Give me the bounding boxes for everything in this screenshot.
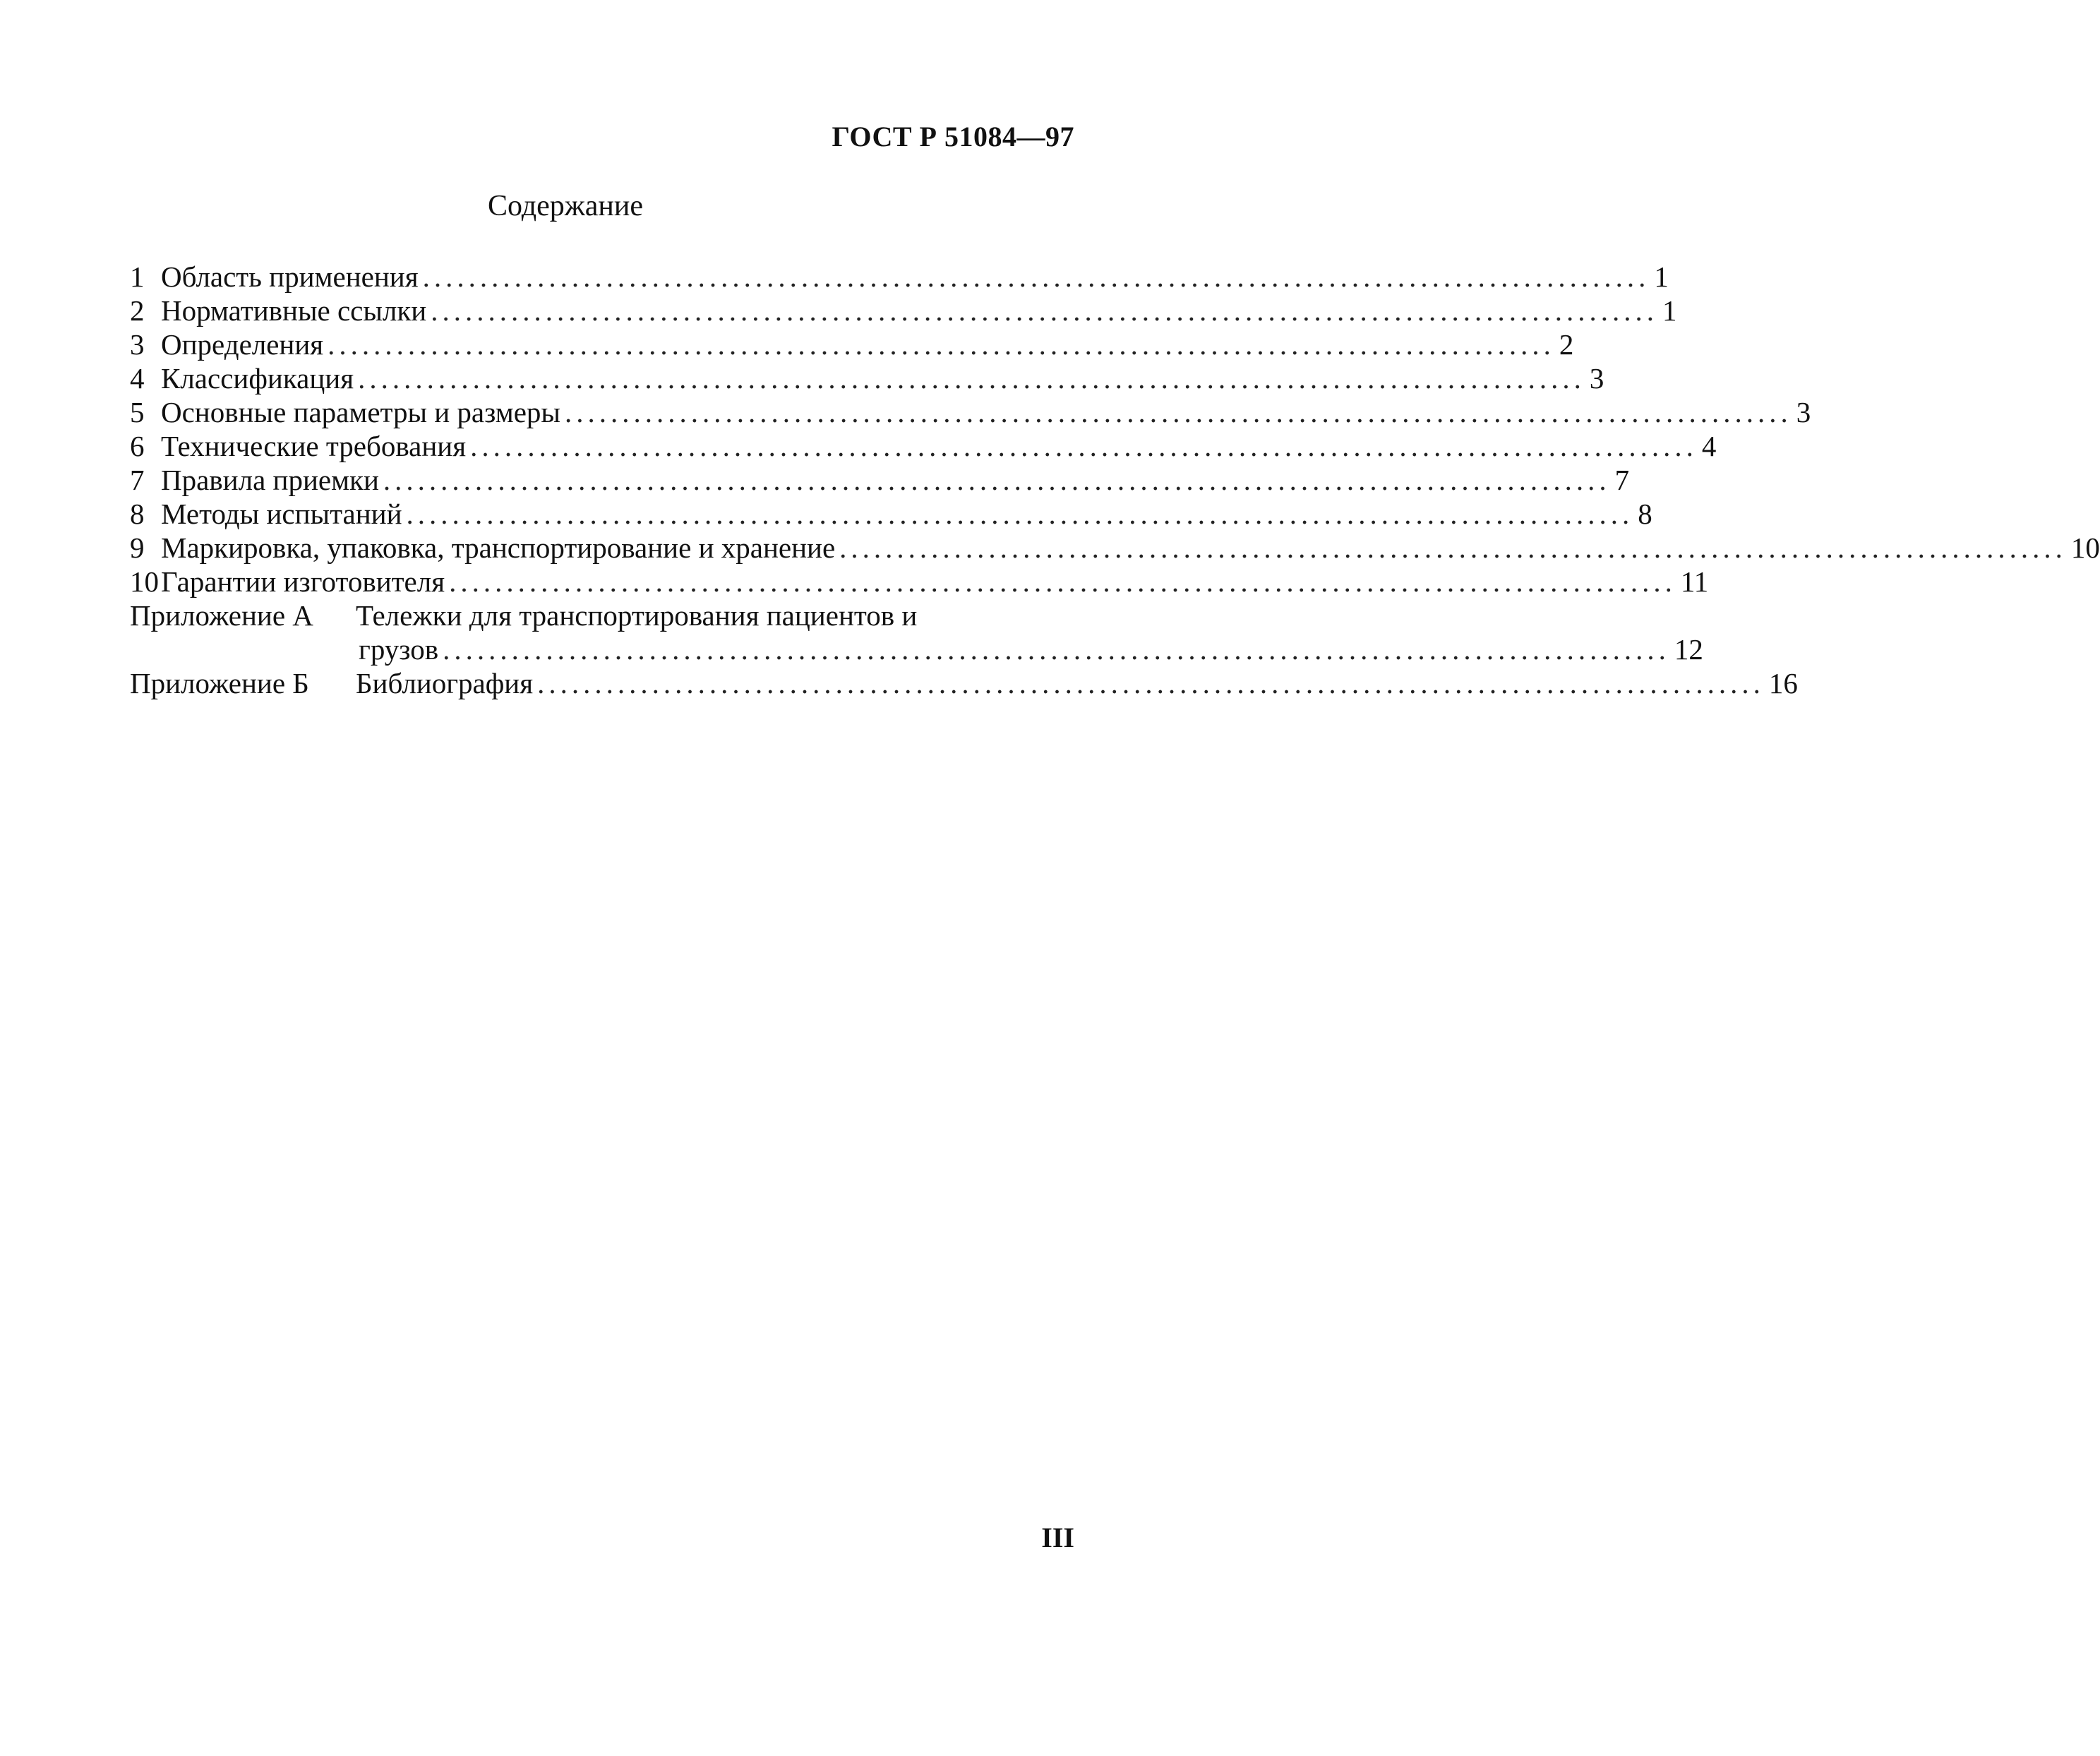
toc-entry-page: 11 [1680, 565, 1709, 598]
toc-entry[interactable] [130, 531, 2100, 565]
toc-entry-number: 4 [130, 362, 145, 395]
toc-appendix-entry[interactable] [130, 666, 1798, 700]
toc-entry-page: 7 [1614, 464, 1630, 496]
appendix-title: Библиография [356, 667, 534, 699]
toc-entry[interactable] [130, 294, 1677, 327]
dot-leader: ........................................................................................................... [564, 396, 1792, 428]
dot-leader: ........................................................................................................... [470, 430, 1698, 462]
toc-entry[interactable] [130, 260, 1669, 294]
toc-entry[interactable] [130, 463, 1630, 497]
toc-entry-number: 9 [130, 531, 145, 564]
toc-entry-number: 7 [130, 464, 145, 496]
appendix-title-line1: Тележки для транспортирования пациентов и [356, 599, 918, 632]
toc-entry-number: 3 [130, 328, 145, 361]
table-of-contents [130, 260, 2100, 700]
toc-entry-title: Маркировка, упаковка, транспортирование и хранение [161, 531, 836, 564]
dot-leader: ........................................................................................................... [328, 328, 1555, 361]
toc-title: Содержание [487, 190, 644, 222]
toc-entry-title: Основные параметры и размеры [161, 396, 560, 428]
toc-entry-title: Область применения [161, 260, 419, 293]
toc-entry-number: 10 [130, 565, 159, 598]
toc-entry-number: 6 [130, 430, 145, 462]
dot-leader: ........................................................................................................... [537, 667, 1765, 699]
toc-entry-title: Гарантии изготовителя [161, 565, 445, 598]
toc-entry-title: Нормативные ссылки [161, 294, 427, 327]
toc-entry-page: 2 [1559, 328, 1574, 361]
dot-leader: ........................................................................................................... [443, 633, 1670, 666]
toc-entry-number: 5 [130, 396, 145, 428]
toc-entry[interactable] [130, 327, 1574, 361]
toc-entry-title: Классификация [161, 362, 354, 395]
toc-entry-title: Методы испытаний [161, 498, 402, 530]
toc-entry-page: 1 [1654, 260, 1669, 293]
document-code: ГОСТ Р 51084—97 [832, 121, 1074, 152]
toc-appendix-entry[interactable] [130, 599, 1703, 666]
appendix-second-line [130, 632, 1703, 666]
toc-entry[interactable] [130, 395, 1811, 429]
appendix-label: Приложение А [130, 599, 313, 632]
appendix-title-line2: грузов [359, 633, 439, 666]
toc-entry-number: 8 [130, 498, 145, 530]
toc-entry-page: 3 [1589, 362, 1604, 395]
toc-entry[interactable] [130, 429, 1717, 463]
dot-leader: ........................................................................................................... [406, 498, 1634, 530]
toc-entry-title: Правила приемки [161, 464, 379, 496]
dot-leader: ........................................................................................................... [358, 362, 1585, 395]
toc-entry-page: 8 [1638, 498, 1652, 530]
toc-entry-title: Технические требования [161, 430, 467, 462]
page-number: III [1041, 1522, 1074, 1553]
toc-entry-page: 1 [1662, 294, 1677, 327]
toc-entry[interactable] [130, 565, 1709, 599]
dot-leader: ........................................................................................................... [449, 565, 1676, 598]
toc-entry[interactable] [130, 361, 1604, 395]
toc-entry-page: 4 [1701, 430, 1717, 462]
toc-entry-page: 12 [1674, 633, 1703, 666]
dot-leader: ........................................................................................................... [383, 464, 1611, 496]
toc-entry-title: Определения [161, 328, 324, 361]
toc-entry-page: 3 [1796, 396, 1811, 428]
toc-entry-number: 2 [130, 294, 145, 327]
dot-leader: ........................................................................................................... [431, 294, 1658, 327]
toc-entry-page: 10 [2070, 531, 2100, 564]
dot-leader: ........................................................................................................... [422, 260, 1650, 293]
toc-entry[interactable] [130, 497, 1652, 531]
appendix-label: Приложение Б [130, 667, 309, 699]
appendix-first-line [130, 599, 1076, 632]
dot-leader: ........................................................................................................... [839, 531, 2067, 564]
toc-entry-number: 1 [130, 260, 145, 293]
toc-entry-page: 16 [1768, 667, 1798, 699]
